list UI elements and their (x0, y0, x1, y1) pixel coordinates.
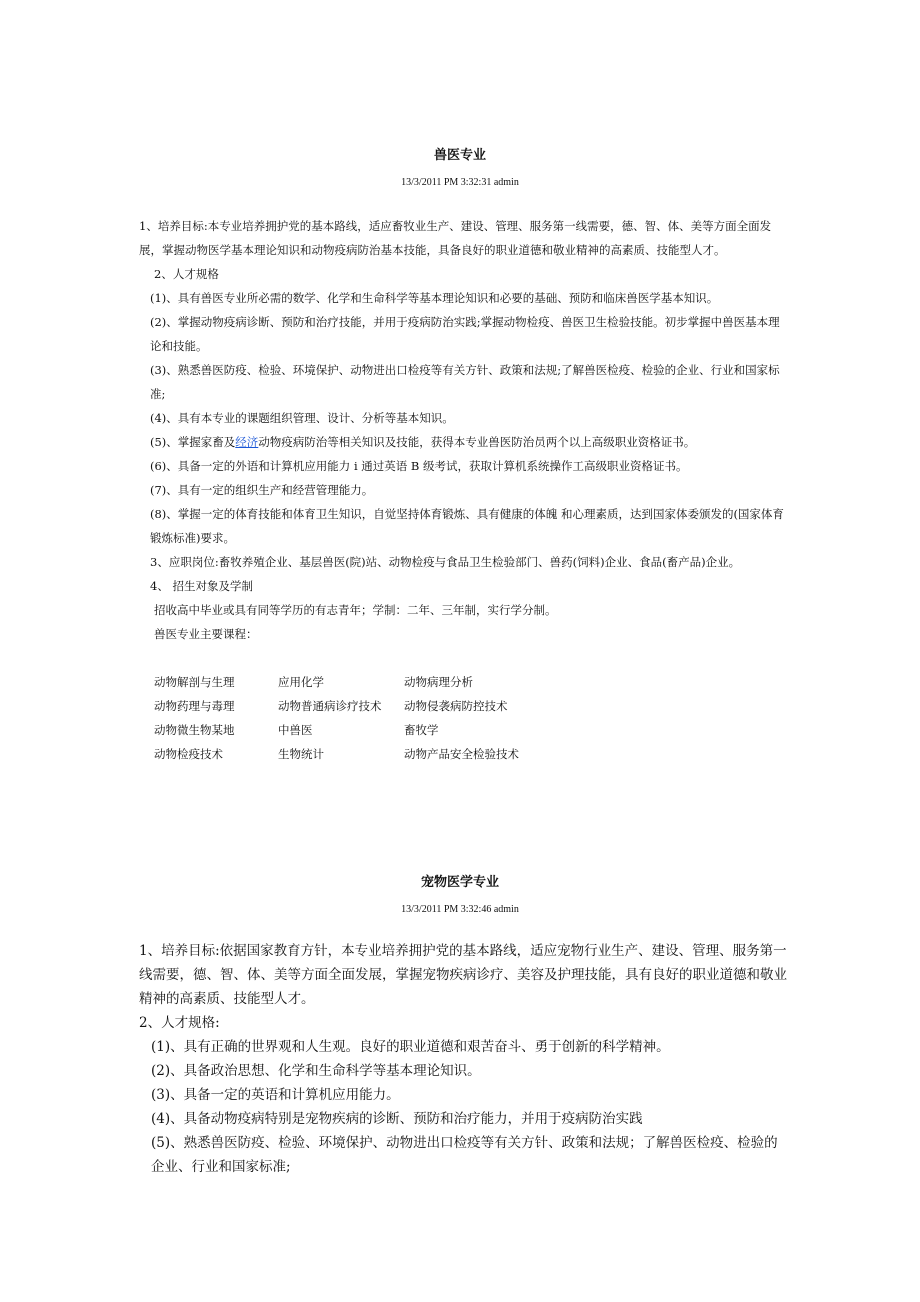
spec-item-4: (4)、具备动物疫病特别是宠物疾病的诊断、预防和治疗能力，并用于疫病防治实践 (151, 1111, 643, 1127)
spec-item-8: (8)、掌握一定的体育技能和体育卫生知识，自觉坚持体育锻炼、具有健康的体魄 和心理素质，达到国家体委颁发的(国家体育锻炼标准)要求。 (150, 507, 784, 545)
spec-heading: 2、人才规格: (139, 1015, 220, 1031)
spec-item-3: (3)、熟悉兽医防疫、检验、环境保护、动物进出口检疫等有关方针、政策和法规;了解兽医检疫、检验的企业、行业和国家标准; (150, 363, 780, 401)
section-body (139, 214, 787, 646)
section-title: 兽医专业 (433, 148, 486, 163)
training-goal: 1、培养目标:依据国家教育方针，本专业培养拥护党的基本路线，适应宠物行业生产、建设、管理、服务第一线需要，德、智、体、美等方面全面发展，掌握宠物疾病诊疗、美容及护理技能，具有良好的职业道德和敬业精神的高素质、技能型人才。 (139, 943, 787, 1007)
course-cell: 中兽医 (278, 723, 313, 737)
courses-heading: 兽医专业主要课程： (154, 627, 258, 641)
spec-item-5-text-b: 动物疫病防治等相关知识及技能，获得本专业兽医防治员两个以上高级职业资格证书。 (258, 435, 696, 449)
enroll-text: 招收高中毕业或具有同等学历的有志青年；学制：二年、三年制，实行学分制。 (154, 603, 557, 617)
training-goal: 1、培养目标:本专业培养拥护党的基本路线，适应畜牧业生产、建设、管理、服务第一线需要，德、智、体、美等方面全面发展，掌握动物医学基本理论知识和动物疫病防治基本技能，具备良好的职业道德和敬业精神的高素质、技能型人才。 (139, 219, 772, 257)
course-row (154, 694, 519, 718)
section-body (139, 939, 787, 1179)
spec-item-2: (2)、具备政治思想、化学和生命科学等基本理论知识。 (151, 1063, 481, 1079)
section-pet-medicine (0, 873, 920, 1175)
spec-item-7: (7)、具有一定的组织生产和经营管理能力。 (150, 483, 374, 497)
course-cell: 动物病理分析 (404, 675, 473, 689)
course-cell: 生物统计 (278, 747, 324, 761)
post-meta: 13/3/2011 PM 3:32:31 admin (401, 177, 519, 188)
enroll-heading: 4、 招生对象及学制 (150, 579, 253, 593)
section-title: 宠物医学专业 (420, 875, 499, 890)
spec-item-1: (1)、具有正确的世界观和人生观。良好的职业道德和艰苦奋斗、勇于创新的科学精神。 (151, 1039, 670, 1055)
course-row (154, 670, 519, 694)
spec-item-4: (4)、具有本专业的课题组织管理、设计、分析等基本知识。 (150, 411, 454, 425)
spec-item-5-text-a: (5)、掌握家畜及 (150, 435, 236, 449)
course-cell: 畜牧学 (404, 723, 439, 737)
course-cell: 动物普通病诊疗技术 (278, 699, 382, 713)
spec-item-5 (139, 430, 787, 454)
economy-link[interactable]: 经济 (235, 435, 259, 449)
course-cell: 动物药理与毒理 (154, 699, 235, 713)
course-cell: 应用化学 (278, 675, 324, 689)
course-cell: 动物检疫技术 (154, 747, 223, 761)
post-meta: 13/3/2011 PM 3:32:46 admin (401, 904, 519, 915)
section-veterinary (0, 146, 920, 761)
course-cell: 动物解剖与生理 (154, 675, 235, 689)
course-row (154, 742, 519, 766)
spec-item-5: (5)、熟悉兽医防疫、检验、环境保护、动物进出口检疫等有关方针、政策和法规；了解兽医检疫、检验的企业、行业和国家标准; (151, 1135, 778, 1175)
spec-item-1: (1)、具有兽医专业所必需的数学、化学和生命科学等基本理论知识和必要的基础、预防和临床兽医学基本知识。 (150, 291, 719, 305)
spec-item-2: (2)、掌握动物疫病诊断、预防和治疗技能，并用于疫病防治实践;掌握动物检疫、兽医卫生检验技能。初步掌握中兽医基本理论和技能。 (150, 315, 780, 353)
course-cell: 动物微生物某地 (154, 723, 235, 737)
course-cell: 动物侵袭病防控技术 (404, 699, 508, 713)
spec-heading: 2、人才规格 (154, 267, 219, 281)
spec-item-6: (6)、具备一定的外语和计算机应用能力 i 通过英语 B 级考试，获取计算机系统操作工高级职业资格证书。 (150, 459, 688, 473)
jobs: 3、应职岗位:畜牧养殖企业、基层兽医(院)站、动物检疫与食品卫生检验部门、兽药(饲料)企业、食品(畜产品)企业。 (150, 555, 741, 569)
spec-item-3: (3)、具备一定的英语和计算机应用能力。 (151, 1087, 400, 1103)
course-row (154, 718, 519, 742)
course-table (154, 670, 519, 766)
course-cell: 动物产品安全检验技术 (404, 747, 519, 761)
